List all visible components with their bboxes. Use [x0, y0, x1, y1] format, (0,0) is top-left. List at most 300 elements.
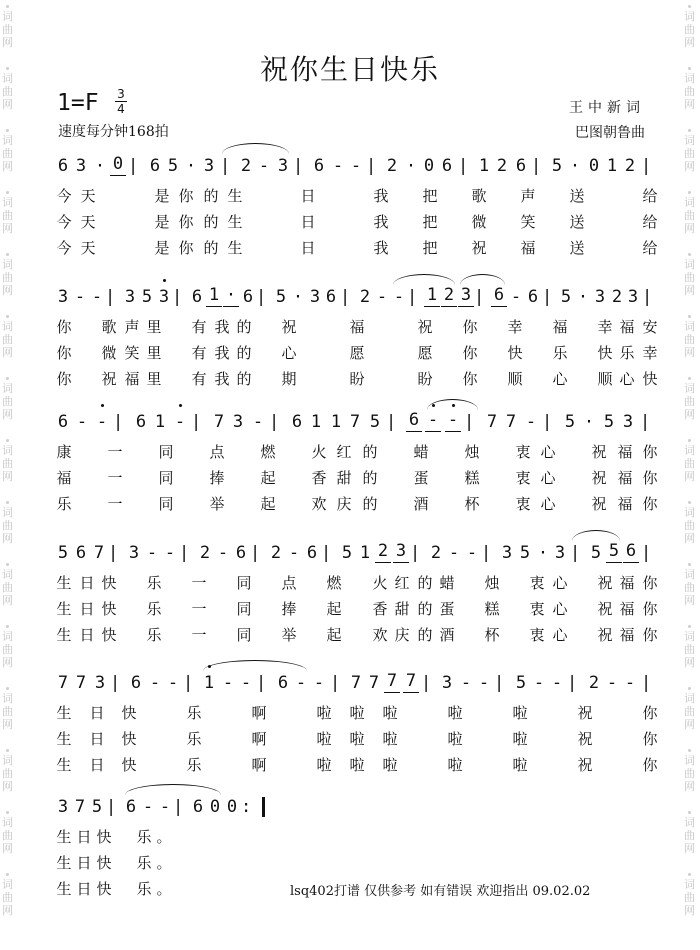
note: 5 — [341, 543, 353, 563]
note: 3 — [393, 541, 409, 563]
lyric-verse-1 — [55, 826, 659, 848]
bar-line: | — [458, 156, 469, 176]
watermark-char: 词 — [684, 382, 695, 395]
lyric-char: 送 — [569, 239, 585, 257]
lyric-char: 日 — [79, 574, 95, 592]
time-signature — [115, 88, 127, 115]
tie-arc — [427, 399, 478, 410]
lyric-char: 给 — [642, 213, 658, 231]
lyric-char: 幸 — [597, 318, 613, 336]
note: 7 — [74, 797, 86, 817]
watermark-char: 网 — [684, 842, 695, 855]
note: 7 — [368, 673, 380, 693]
lyric-char: 你 — [178, 239, 194, 257]
watermark-char: 曲 — [684, 209, 695, 222]
lyric-char: 甜 — [336, 469, 352, 487]
lyric-char: 祝 — [597, 574, 613, 592]
octave-up-dot — [179, 404, 182, 407]
lyric-char: 顺 — [507, 370, 523, 388]
watermark-char: 曲 — [684, 581, 695, 594]
lyric-verse-1 — [55, 702, 659, 724]
lyric-char: 快 — [96, 880, 112, 898]
bar-line: | — [640, 412, 651, 432]
note: 7 — [403, 671, 419, 693]
lyric-char: 你 — [642, 600, 658, 618]
extend-dash: - — [525, 412, 537, 432]
notation-line — [55, 410, 659, 434]
note: 3 — [75, 156, 87, 176]
end-bar-line — [262, 797, 265, 817]
lyric-char: 起 — [260, 469, 276, 487]
note: 3 — [232, 412, 244, 432]
bar-line: | — [113, 412, 124, 432]
watermark-char: 曲 — [2, 643, 13, 656]
extend-dash: - — [448, 543, 460, 563]
lyric-char: 捧 — [209, 469, 225, 487]
lyric-char: 啦 — [512, 756, 528, 774]
watermark-char: 网 — [684, 656, 695, 669]
lyric-char: 生 — [227, 187, 243, 205]
lyric-char: 糕 — [464, 469, 480, 487]
lyric-char: 福 — [124, 370, 140, 388]
lyric-char: 同 — [158, 469, 174, 487]
note: 1 — [206, 285, 222, 307]
note: 3 — [128, 543, 140, 563]
bar-line: | — [407, 287, 418, 307]
lyric-char: 生 — [227, 213, 243, 231]
lyric-char: 举 — [209, 495, 225, 513]
watermark-char: 词 — [684, 134, 695, 147]
lyric-char: 你 — [462, 318, 478, 336]
lyric-char: 捧 — [281, 600, 297, 618]
lyric-verse-3 — [55, 368, 659, 390]
watermark-char: 曲 — [2, 705, 13, 718]
extend-dash: - — [551, 673, 563, 693]
lyric-char: 我 — [373, 187, 389, 205]
lyric-char: 我 — [214, 370, 230, 388]
note: 3 — [622, 412, 634, 432]
lyric-char: 歌 — [471, 187, 487, 205]
lyric-char: 祝 — [591, 443, 607, 461]
lyric-char: 蜡 — [439, 574, 455, 592]
watermark-char: 词 — [2, 134, 13, 147]
extend-dash: - — [460, 673, 472, 693]
watermark-char: 曲 — [684, 829, 695, 842]
note: 2 — [359, 287, 371, 307]
watermark-char: 词 — [2, 10, 13, 23]
extend-dash: - — [295, 673, 307, 693]
lyric-char: 你 — [56, 344, 72, 362]
extend-dash: - — [313, 673, 325, 693]
lyric-char: 衷 — [515, 443, 531, 461]
lyric-char: 日 — [89, 704, 105, 722]
lyric-char: 的 — [362, 443, 378, 461]
watermark-char: 词 — [2, 506, 13, 519]
lyric-char: 祝 — [471, 239, 487, 257]
bar-line: | — [256, 673, 267, 693]
lyric-char: 同 — [158, 495, 174, 513]
lyric-char: 乐 — [186, 704, 202, 722]
bar-line: | — [250, 543, 261, 563]
watermark-char: 词 — [684, 692, 695, 705]
bar-line: | — [220, 156, 231, 176]
note: 5 — [603, 412, 615, 432]
lyric-char: 烛 — [464, 443, 480, 461]
watermark-char: 词 — [2, 320, 13, 333]
watermark-char: 词 — [2, 630, 13, 643]
key-signature: 1=F — [57, 90, 99, 116]
bar-line: | — [128, 156, 139, 176]
lyric-char: 期 — [281, 370, 297, 388]
watermark-char: 曲 — [684, 891, 695, 904]
dot-mark: · — [577, 287, 589, 307]
lyric-verse-3 — [55, 493, 659, 515]
lyric-char: 乐 — [146, 574, 162, 592]
bar-line: | — [256, 287, 267, 307]
note: 6 — [75, 543, 87, 563]
lyric-char: 你 — [642, 469, 658, 487]
note: 3 — [458, 285, 474, 307]
extend-dash: - — [466, 543, 478, 563]
lyric-char: 笑 — [124, 344, 140, 362]
note: 3 — [156, 285, 172, 309]
bar-line: | — [481, 543, 492, 563]
lyric-char: 的 — [417, 574, 433, 592]
bar-line: | — [105, 287, 116, 307]
note: 6 — [325, 287, 337, 307]
lyric-char: 心 — [552, 600, 568, 618]
note: 5 — [560, 287, 572, 307]
watermark-char: 曲 — [684, 333, 695, 346]
lyric-char: 生 — [56, 756, 72, 774]
lyric-char: 。 — [156, 880, 172, 898]
lyric-char: 福 — [617, 469, 633, 487]
bar-line: | — [269, 412, 280, 432]
bar-line: | — [474, 287, 485, 307]
lyric-char: 同 — [236, 574, 252, 592]
extend-dash: - — [146, 543, 158, 563]
watermark-char: 曲 — [2, 333, 13, 346]
lyric-char: 啊 — [251, 756, 267, 774]
lyric-char: 里 — [146, 318, 162, 336]
bar-line: | — [421, 673, 432, 693]
lyric-char: 啦 — [447, 704, 463, 722]
lyric-char: 你 — [178, 213, 194, 231]
extend-dash: - — [167, 673, 179, 693]
lyric-char: 里 — [146, 370, 162, 388]
watermark-char: 词 — [684, 816, 695, 829]
watermark-char: 网 — [2, 160, 13, 173]
extend-dash: - — [478, 673, 490, 693]
lyric-char: 的 — [236, 318, 252, 336]
watermark-char: 网 — [684, 346, 695, 359]
extend-dash: - — [425, 410, 441, 432]
lyric-char: 乐 — [136, 880, 152, 898]
lyric-char: 香 — [372, 600, 388, 618]
watermark-char: 曲 — [684, 395, 695, 408]
lyric-char: 天 — [80, 239, 96, 257]
lyric-char: 啦 — [349, 704, 365, 722]
dot-mark: · — [292, 287, 304, 307]
bar-line: | — [641, 673, 652, 693]
lyric-char: 生 — [56, 704, 72, 722]
watermark-char: 词 — [2, 196, 13, 209]
note: 6 — [130, 673, 142, 693]
extend-dash: - — [164, 543, 176, 563]
note: 5 — [167, 156, 179, 176]
note: 1 — [154, 412, 166, 432]
note: 5 — [515, 673, 527, 693]
lyric-char: 心 — [552, 370, 568, 388]
lyric-char: 我 — [214, 318, 230, 336]
extend-dash: - — [510, 287, 522, 307]
bar-line: | — [191, 412, 202, 432]
lyric-char: 一 — [191, 626, 207, 644]
watermark-char: 网 — [684, 780, 695, 793]
bar-line: | — [567, 673, 578, 693]
lyric-char: 心 — [540, 469, 556, 487]
note: 6 — [242, 287, 254, 307]
note: 6 — [491, 285, 507, 307]
note: 6 — [235, 543, 247, 563]
extend-dash: - — [533, 673, 545, 693]
watermark-char: 网 — [2, 532, 13, 545]
dot-mark: · — [223, 285, 239, 307]
watermark-char: 曲 — [2, 209, 13, 222]
lyric-char: 心 — [552, 626, 568, 644]
watermark-char: 词 — [684, 444, 695, 457]
lyric-char: 的 — [362, 495, 378, 513]
note: 7 — [75, 673, 87, 693]
lyric-char: 快 — [642, 370, 658, 388]
lyric-char: 衷 — [515, 469, 531, 487]
extend-dash: - — [222, 673, 234, 693]
extend-dash: - — [172, 410, 188, 434]
bar-line: | — [321, 543, 332, 563]
lyric-char: 日 — [300, 239, 316, 257]
watermark-char: 词 — [684, 754, 695, 767]
watermark-char: 曲 — [2, 891, 13, 904]
extend-dash: - — [91, 287, 103, 307]
dot-mark: · — [583, 412, 595, 432]
watermark-char: 词 — [684, 320, 695, 333]
lyricist-credit: 王中新词 — [569, 100, 645, 116]
repeat-mark: : — [241, 797, 252, 817]
lyric-char: 生 — [56, 626, 72, 644]
lyric-char: 心 — [619, 370, 635, 388]
lyric-char: 声 — [124, 318, 140, 336]
note: 7 — [350, 673, 362, 693]
watermark-char: 曲 — [684, 85, 695, 98]
watermark-char: 网 — [2, 904, 13, 917]
note: 6 — [192, 797, 204, 817]
watermark-char: 词 — [684, 568, 695, 581]
extend-dash: - — [350, 156, 362, 176]
lyric-char: 的 — [362, 469, 378, 487]
lyric-char: 你 — [462, 344, 478, 362]
lyric-char: 。 — [156, 828, 172, 846]
lyric-char: 乐 — [146, 600, 162, 618]
tempo-marking: 速度每分钟168拍 — [58, 124, 169, 140]
watermark-char: 曲 — [684, 767, 695, 780]
lyric-char: 送 — [569, 187, 585, 205]
note: 6 — [441, 156, 453, 176]
lyric-char: 今 — [56, 239, 72, 257]
note: 5 — [369, 412, 381, 432]
lyric-char: 的 — [417, 600, 433, 618]
note: 6 — [135, 412, 147, 432]
lyric-verse-2 — [55, 211, 659, 233]
lyric-char: 祝 — [281, 318, 297, 336]
lyric-verse-3 — [55, 237, 659, 259]
lyric-char: 是 — [154, 213, 170, 231]
lyric-char: 心 — [281, 344, 297, 362]
note: 6 — [57, 156, 69, 176]
lyric-char: 福 — [619, 318, 635, 336]
lyric-verse-3 — [55, 624, 659, 646]
lyric-char: 啦 — [447, 756, 463, 774]
tie-arc — [572, 530, 620, 541]
lyric-char: 微 — [471, 213, 487, 231]
note: 3 — [309, 287, 321, 307]
watermark-char: 词 — [2, 382, 13, 395]
lyric-char: 燃 — [260, 443, 276, 461]
bar-line: | — [172, 287, 183, 307]
note: 7 — [505, 412, 517, 432]
lyric-char: 今 — [56, 213, 72, 231]
lyric-char: 的 — [203, 213, 219, 231]
watermark-char: 词 — [2, 878, 13, 891]
note: 2 — [611, 287, 623, 307]
watermark-char: 网 — [684, 98, 695, 111]
lyric-char: 起 — [326, 600, 342, 618]
lyric-char: 你 — [642, 626, 658, 644]
lyric-char: 生 — [56, 730, 72, 748]
lyric-char: 。 — [156, 854, 172, 872]
note: 7 — [486, 412, 498, 432]
bar-line: | — [641, 543, 652, 563]
tie-arc — [203, 660, 307, 671]
lyric-char: 愿 — [417, 344, 433, 362]
bar-line: | — [340, 287, 351, 307]
lyric-char: 的 — [417, 626, 433, 644]
lyric-verse-1 — [55, 441, 659, 463]
watermark-char: 网 — [2, 470, 13, 483]
lyric-char: 甜 — [394, 600, 410, 618]
lyric-char: 的 — [236, 344, 252, 362]
lyric-char: 祝 — [417, 318, 433, 336]
note: 0 — [588, 156, 600, 176]
watermark-char: 曲 — [2, 395, 13, 408]
note: 7 — [213, 412, 225, 432]
watermark-char: 曲 — [684, 457, 695, 470]
note: 6 — [527, 287, 539, 307]
lyric-char: 生 — [227, 239, 243, 257]
lyric-char: 啊 — [251, 730, 267, 748]
lyric-char: 啦 — [447, 730, 463, 748]
lyric-char: 啦 — [382, 730, 398, 748]
lyric-char: 快 — [96, 828, 112, 846]
lyric-char: 你 — [642, 495, 658, 513]
lyric-char: 把 — [422, 187, 438, 205]
note: 3 — [57, 797, 69, 817]
watermark-char: 曲 — [2, 829, 13, 842]
extend-dash: - — [376, 287, 388, 307]
note: 2 — [624, 156, 636, 176]
watermark-char: 网 — [2, 842, 13, 855]
note: 0 — [226, 797, 238, 817]
lyric-char: 康 — [56, 443, 72, 461]
watermark-char: 词 — [684, 10, 695, 23]
bar-line: | — [641, 156, 652, 176]
lyric-char: 你 — [178, 187, 194, 205]
lyric-char: 祝 — [591, 495, 607, 513]
lyric-char: 祝 — [101, 370, 117, 388]
lyric-char: 红 — [394, 574, 410, 592]
lyric-char: 我 — [373, 239, 389, 257]
lyric-char: 快 — [507, 344, 523, 362]
note: 1 — [606, 156, 618, 176]
lyric-char: 祝 — [597, 626, 613, 644]
extend-dash: - — [624, 673, 636, 693]
watermark-char: 网 — [684, 222, 695, 235]
note: 3 — [203, 156, 215, 176]
watermark-char: 网 — [2, 594, 13, 607]
extend-dash: - — [332, 156, 344, 176]
note: 3 — [277, 156, 289, 176]
lyric-char: 乐 — [186, 756, 202, 774]
watermark-char: 网 — [2, 656, 13, 669]
lyric-char: 燃 — [326, 574, 342, 592]
watermark-char: 词 — [2, 754, 13, 767]
watermark-char: 曲 — [2, 85, 13, 98]
extend-dash: - — [258, 156, 270, 176]
lyric-char: 有 — [191, 318, 207, 336]
watermark-char: 词 — [2, 568, 13, 581]
lyric-char: 快 — [121, 756, 137, 774]
lyric-char: 日 — [89, 756, 105, 774]
bar-line: | — [464, 412, 475, 432]
lyric-char: 生 — [56, 574, 72, 592]
note: 6 — [406, 410, 422, 432]
lyric-char: 心 — [540, 495, 556, 513]
lyric-char: 微 — [101, 344, 117, 362]
note: 7 — [93, 543, 105, 563]
lyric-char: 日 — [79, 626, 95, 644]
lyric-char: 乐 — [186, 730, 202, 748]
lyric-verse-3 — [55, 754, 659, 776]
lyric-char: 庆 — [336, 495, 352, 513]
watermark-char: 网 — [684, 532, 695, 545]
lyric-char: 一 — [107, 495, 123, 513]
lyric-char: 酒 — [439, 626, 455, 644]
watermark-char: 词 — [684, 506, 695, 519]
lyric-char: 你 — [642, 574, 658, 592]
lyric-char: 举 — [281, 626, 297, 644]
lyric-char: 福 — [617, 443, 633, 461]
lyric-char: 一 — [107, 469, 123, 487]
watermark-char: 曲 — [2, 767, 13, 780]
lyric-char: 啦 — [512, 704, 528, 722]
lyric-char: 歌 — [101, 318, 117, 336]
lyric-char: 天 — [80, 187, 96, 205]
note: 6 — [623, 541, 639, 563]
lyric-char: 福 — [619, 600, 635, 618]
lyric-char: 衷 — [529, 626, 545, 644]
lyric-char: 啦 — [316, 756, 332, 774]
song-title: 祝你生日快乐 — [259, 53, 440, 86]
bar-line: | — [293, 156, 304, 176]
